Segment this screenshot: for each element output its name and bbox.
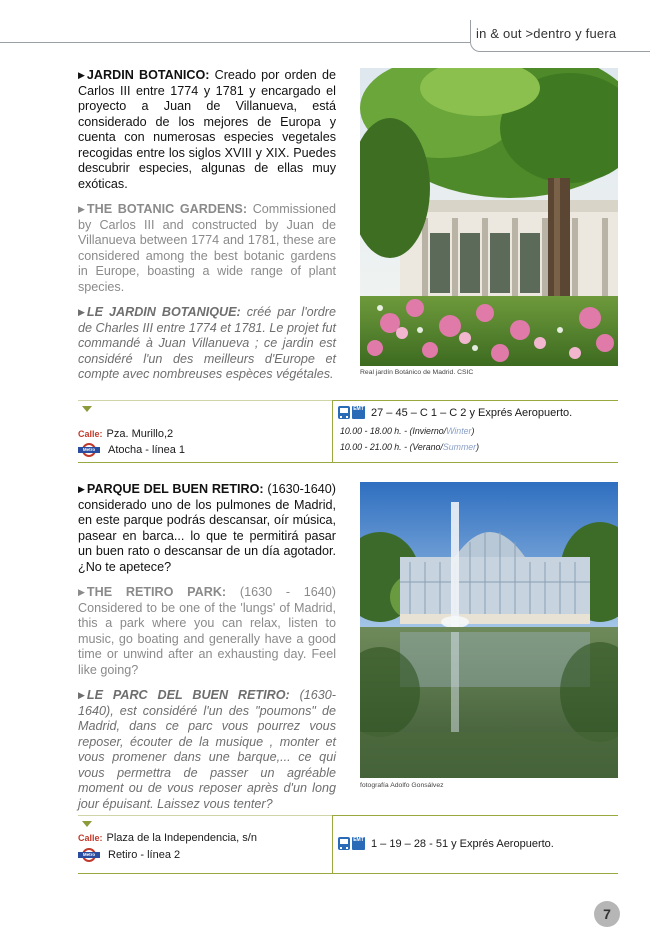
section2-es-text: (1630-1640) considerado uno de los pulmones de Madrid, en este parque podrás descansar, oír música, pasear en barca... lo que te permitirá pasar un buen rato o descansar de un día agotador. ¿No te apetece? [78, 482, 336, 574]
bullet-arrow-icon: ▶ [78, 70, 85, 80]
info-top-rule-right [332, 815, 618, 816]
section2-fr-text: (1630-1640), est considéré l'un des "poumons" de Madrid, dans ce parc vous pourrez vous reposer, écouter de la musique , monter et vous promener dans une barque,... ce qui vous permettra de passer un agréable moment ou de vous reposer après d'un long jour épuisant. Laissez vous tenter? [78, 688, 336, 811]
section1-fr-lead: LE JARDIN BOTANIQUE: [86, 305, 241, 319]
botanic-garden-illustration [360, 68, 618, 366]
section2-es-lead: PARQUE DEL BUEN RETIRO: [86, 482, 264, 496]
section2-fr-lead: LE PARC DEL BUEN RETIRO: [86, 688, 290, 702]
bullet-arrow-icon: ▶ [78, 484, 85, 494]
section2-address [78, 832, 257, 844]
metro-icon: Metro [78, 444, 100, 456]
bullet-arrow-icon: ▶ [78, 587, 85, 597]
page-bottom-rule [78, 873, 618, 874]
address-label: Calle: [78, 833, 103, 843]
crystal-palace-photo [360, 482, 618, 778]
bus-lines: 1 – 19 – 28 - 51 y Exprés Aeropuerto. [371, 837, 554, 850]
section2-en-lead: THE RETIRO PARK: [86, 585, 227, 599]
section1-text [78, 68, 336, 393]
section2-text [78, 482, 336, 822]
header-rule [0, 42, 470, 43]
section1-info-box [78, 400, 618, 462]
info-top-rule [78, 400, 332, 401]
info-bottom-rule [78, 462, 618, 463]
section1-en-paragraph [78, 202, 336, 295]
bus-icon [338, 837, 350, 850]
section2-fr-paragraph [78, 688, 336, 812]
section2-info-box [78, 815, 618, 873]
section1-fr-paragraph [78, 305, 336, 383]
bullet-arrow-icon: ▶ [78, 307, 85, 317]
address-label: Calle: [78, 429, 103, 439]
header-left-text: in & out [476, 26, 522, 41]
section2-es-paragraph [78, 482, 336, 575]
bus-lines: 27 – 45 – C 1 – C 2 y Exprés Aeropuerto. [371, 406, 573, 419]
section1-metro [78, 444, 185, 456]
section1-fr-text: créé par l'ordre de Charles III entre 1774 et 1781. Le projet fut commandé à Juan Villanueva ; ce jardin est considéré l'un des meilleurs d'Europe et compte avec nombreuses espèces végétales. [78, 305, 336, 381]
emt-icon: EMT [352, 837, 365, 850]
section1-bus [338, 406, 572, 419]
crystal-palace-illustration [360, 482, 618, 778]
bullet-arrow-icon: ▶ [78, 204, 85, 214]
section1-en-text: Commissioned by Carlos III and constructed by Juan de Villanueva between 1774 and 1781, these are considered among the best botanic gardens in Europe, boasting a wide range of plant species. [78, 202, 336, 294]
metro-line: Retiro - línea 2 [108, 849, 181, 861]
address-value: Pza. Murillo,2 [106, 428, 174, 440]
section1-es-paragraph [78, 68, 336, 192]
info-top-rule [78, 815, 332, 816]
section2-metro [78, 849, 180, 861]
section2-en-text: (1630 - 1640) Considered to be one of the 'lungs' of Madrid, this a park where you can relax, listen to music, go boating and generally have a good time or unwind after an exhausting day. Feel like going? [78, 585, 336, 677]
botanic-garden-photo [360, 68, 618, 366]
header-right-text: dentro y fuera [533, 26, 617, 41]
header-title [476, 26, 616, 41]
address-value: Plaza de la Independencia, s/n [106, 832, 257, 844]
header-separator: > [525, 26, 534, 41]
section2-en-paragraph [78, 585, 336, 678]
section1-es-lead: JARDIN BOTANICO: [86, 68, 210, 82]
section1-es-text: Creado por orden de Carlos III entre 1774 y 1781 y encargado el proyecto a Juan de Villanueva, está considerado de los mejores de Europa y cuenta con numerosas especies vegetales recogidas entre los siglos XVIII y XIX. Puedes descubrir especies, algunas de ellas muy exóticas. [78, 68, 336, 191]
section2-photo-caption: fotografía Adolfo Gonsálvez [360, 782, 444, 789]
section-jardin-botanico [78, 68, 618, 388]
winter-hours: 10.00 - 18.00 h. - (Invierno/Winter) [340, 426, 475, 436]
section-parque-retiro [78, 482, 618, 811]
metro-icon: Metro [78, 849, 100, 861]
bullet-arrow-icon: ▶ [78, 690, 85, 700]
page-header [0, 16, 650, 52]
info-top-rule-right [332, 400, 618, 401]
section-marker-icon [82, 406, 92, 412]
section1-en-lead: THE BOTANIC GARDENS: [86, 202, 248, 216]
metro-line: Atocha - línea 1 [108, 444, 186, 456]
bus-icon [338, 406, 350, 419]
info-divider [332, 400, 333, 462]
section-marker-icon [82, 821, 92, 827]
emt-icon: EMT [352, 406, 365, 419]
info-divider [332, 815, 333, 873]
section1-photo-caption: Real jardín Botánico de Madrid. CSIC [360, 369, 474, 376]
section1-address [78, 428, 173, 440]
section2-bus [338, 837, 554, 850]
page-number: 7 [594, 901, 620, 927]
summer-hours: 10.00 - 21.00 h. - (Verano/Summer) [340, 442, 480, 452]
